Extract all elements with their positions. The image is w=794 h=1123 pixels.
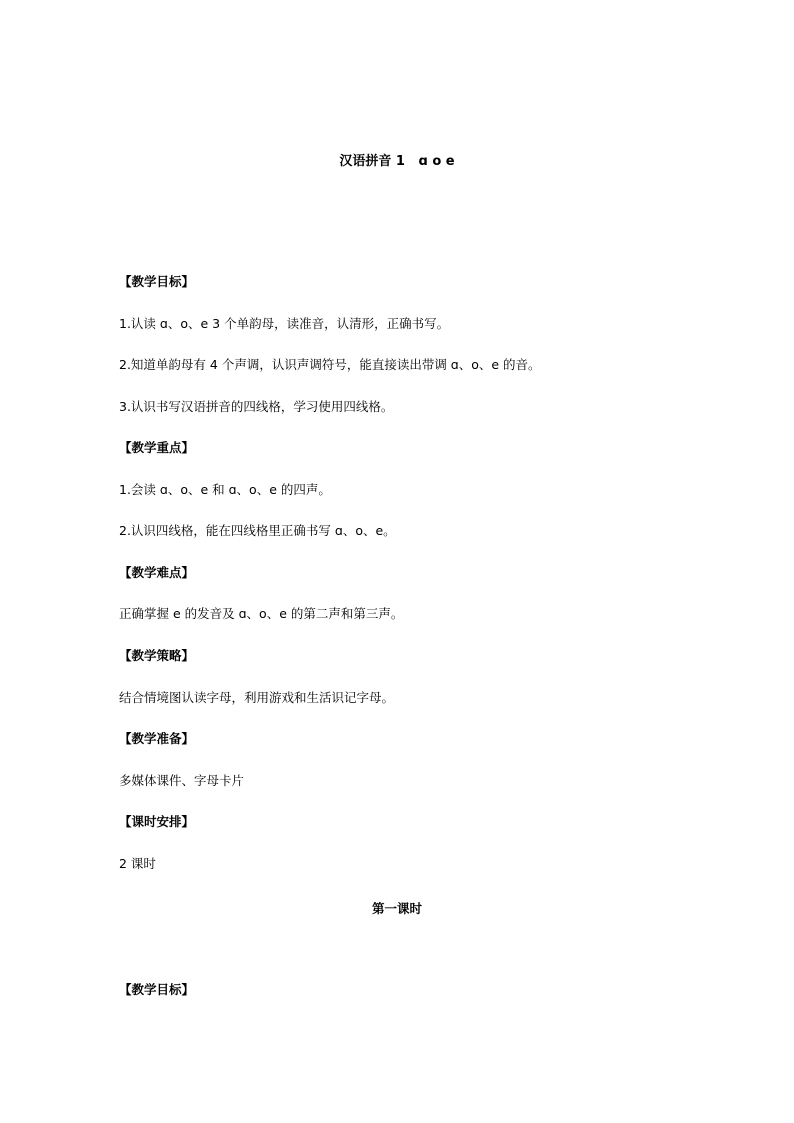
lesson-1-heading-teaching-goals: 【教学目标】 bbox=[119, 982, 195, 997]
heading-teaching-key-points: 【教学重点】 bbox=[119, 440, 195, 455]
strategy-item-1: 结合情境图认读字母，利用游戏和生活识记字母。 bbox=[119, 690, 395, 705]
goal-item-3: 3.认识书写汉语拼音的四线格，学习使用四线格。 bbox=[119, 399, 394, 414]
heading-class-schedule: 【课时安排】 bbox=[119, 814, 195, 829]
goal-item-2: 2.知道单韵母有 4 个声调，认识声调符号，能直接读出带调 ɑ、o、e 的音。 bbox=[119, 357, 541, 372]
heading-teaching-strategy: 【教学策略】 bbox=[119, 648, 195, 663]
preparation-item-1: 多媒体课件、字母卡片 bbox=[119, 773, 245, 788]
heading-teaching-goals: 【教学目标】 bbox=[119, 274, 195, 289]
document-title: 汉语拼音 1 ɑ o e bbox=[339, 154, 455, 169]
heading-teaching-difficulties: 【教学难点】 bbox=[119, 565, 195, 580]
key-point-2: 2.认识四线格，能在四线格里正确书写 ɑ、o、e。 bbox=[119, 523, 396, 538]
schedule-item-1: 2 课时 bbox=[119, 856, 156, 871]
difficulty-item-1: 正确掌握 e 的发音及 ɑ、o、e 的第二声和第三声。 bbox=[119, 606, 404, 621]
heading-teaching-preparation: 【教学准备】 bbox=[119, 731, 195, 746]
goal-item-1: 1.认读 ɑ、o、e 3 个单韵母，读准音，认清形，正确书写。 bbox=[119, 316, 450, 331]
lesson-1-title: 第一课时 bbox=[371, 901, 422, 916]
key-point-1: 1.会读 ɑ、o、e 和 ɑ、o、e 的四声。 bbox=[119, 482, 331, 497]
